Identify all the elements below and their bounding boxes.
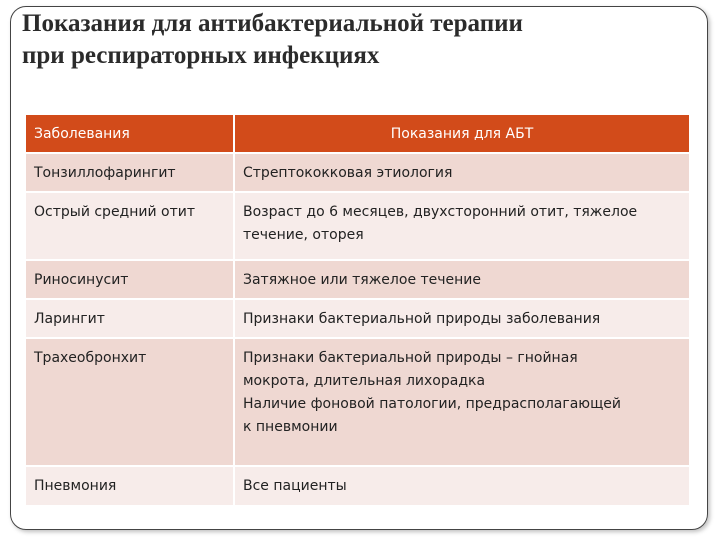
- indication-cell: [235, 339, 689, 467]
- table-row: [26, 300, 689, 339]
- disease-cell: Риносинусит: [26, 261, 235, 300]
- disease-cell: Пневмония: [26, 467, 235, 507]
- header-indications: Показания для АБТ: [235, 115, 689, 154]
- indication-cell: [235, 154, 689, 193]
- indication-line: Все пациенты: [243, 478, 347, 494]
- table-header-row: [26, 115, 689, 154]
- indications-table: [26, 115, 689, 507]
- indication-line: Признаки бактериальной природы заболевания: [243, 311, 601, 327]
- indication-line: Наличие фоновой патологии, предрасполагающей: [243, 396, 621, 412]
- title-line-2: при респираторных инфекциях: [22, 42, 380, 69]
- header-diseases: Заболевания: [26, 115, 235, 154]
- indication-line: течение, оторея: [243, 227, 364, 243]
- indication-cell: [235, 193, 689, 261]
- indication-line: Стрептококковая этиология: [243, 165, 453, 181]
- disease-cell: Острый средний отит: [26, 193, 235, 261]
- indication-cell: [235, 467, 689, 507]
- disease-cell: Тонзиллофарингит: [26, 154, 235, 193]
- indication-line: к пневмонии: [243, 419, 338, 435]
- table-row: [26, 154, 689, 193]
- indication-cell: [235, 300, 689, 339]
- table-row: [26, 261, 689, 300]
- indication-line: Затяжное или тяжелое течение: [243, 272, 482, 288]
- indication-line: мокрота, длительная лихорадка: [243, 373, 486, 389]
- disease-cell: Ларингит: [26, 300, 235, 339]
- table-row: [26, 467, 689, 507]
- page-title: [22, 8, 692, 72]
- title-line-1: Показания для антибактериальной терапии: [22, 10, 523, 37]
- table-row: [26, 193, 689, 261]
- disease-cell: Трахеобронхит: [26, 339, 235, 467]
- table-row: [26, 339, 689, 467]
- indication-cell: [235, 261, 689, 300]
- indication-line: Возраст до 6 месяцев, двухсторонний отит, тяжелое: [243, 204, 638, 220]
- indication-line: Признаки бактериальной природы – гнойная: [243, 350, 578, 366]
